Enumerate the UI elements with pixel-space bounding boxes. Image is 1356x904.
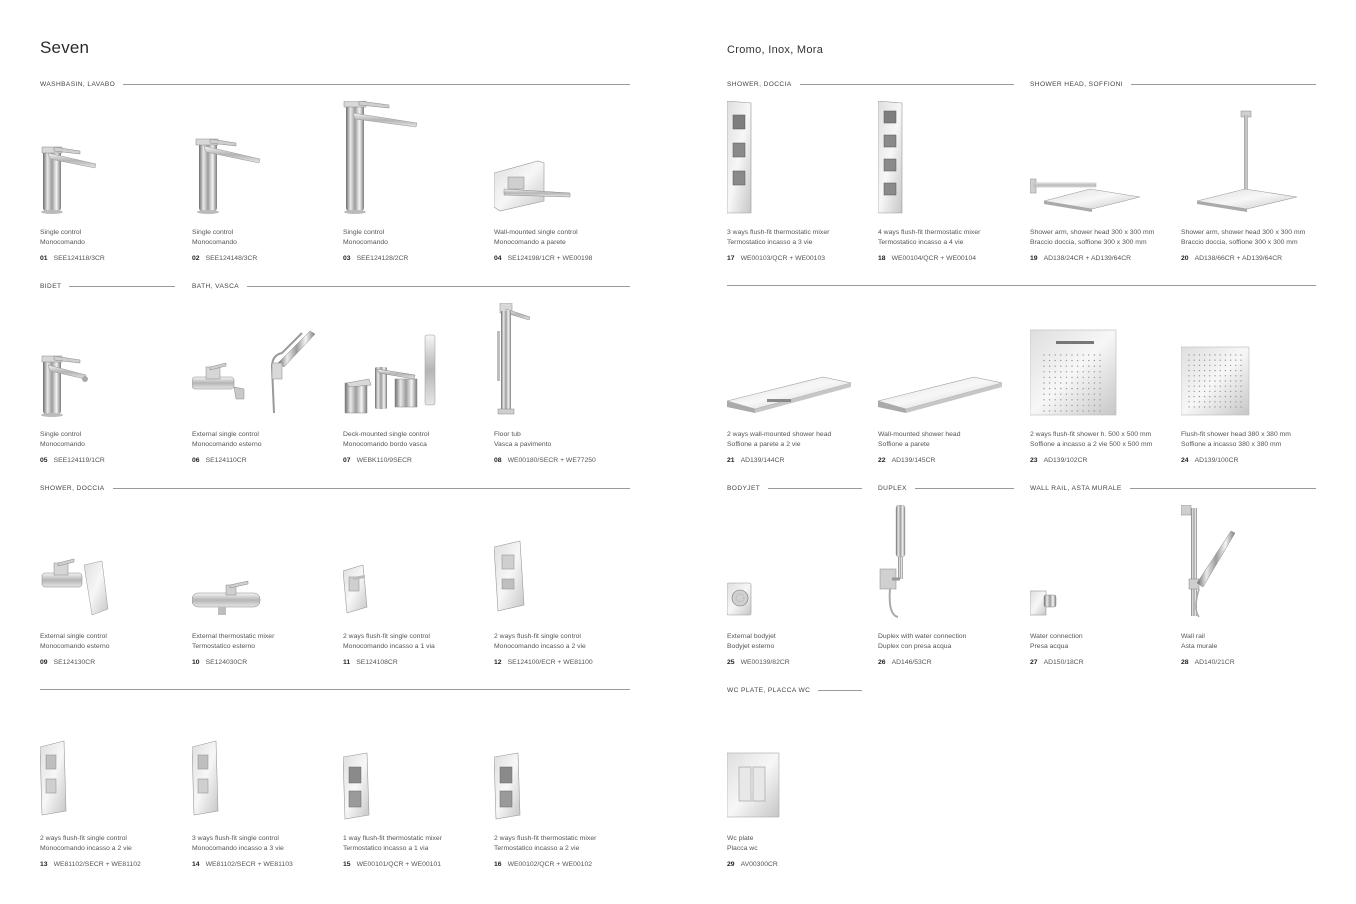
description-it: Termostatico incasso a 1 via — [343, 845, 429, 852]
bidet-mixer-icon — [40, 303, 180, 423]
item-code: SEE124119/1CR — [53, 457, 105, 464]
floor-tub-mixer-icon — [494, 303, 634, 423]
description-it: Monocomando esterno — [40, 643, 110, 650]
description-it: Termostatico incasso a 4 vie — [878, 239, 964, 246]
item-number: 19 — [1030, 255, 1038, 262]
section-shower-head-label: SHOWER HEAD, SOFFIONI — [1030, 80, 1124, 88]
section-wc-plate — [727, 685, 862, 695]
thermostatic-plate-icon — [494, 707, 634, 827]
product-item-17[interactable] — [727, 101, 867, 281]
section-shower-head — [1030, 79, 1316, 89]
item-number: 26 — [878, 659, 886, 666]
item-code: SE124198/1CR + WE00198 — [507, 255, 593, 262]
product-description — [40, 228, 85, 248]
item-code: WE00101/QCR + WE00101 — [356, 861, 441, 868]
item-number: 04 — [494, 255, 502, 262]
description-en: 2 ways flush-fit single control — [343, 633, 430, 640]
item-number: 20 — [1181, 255, 1189, 262]
product-description — [727, 228, 829, 248]
item-number: 16 — [494, 861, 502, 868]
description-it: Duplex con presa acqua — [878, 643, 952, 650]
section-shower-right — [727, 79, 1014, 89]
description-it: Bodyjet esterno — [727, 643, 775, 650]
product-description — [40, 430, 85, 450]
product-code — [1181, 457, 1238, 464]
product-code — [192, 457, 247, 464]
product-code — [727, 255, 825, 262]
description-en: External single control — [40, 633, 107, 640]
section-bodyjet-label: BODYJET — [727, 484, 761, 492]
product-code — [727, 861, 778, 868]
description-en: 2 ways flush-fit single control — [494, 633, 581, 640]
description-en: 2 ways flush-fit thermostatic mixer — [494, 835, 597, 842]
item-code: SEE124118/3CR — [53, 255, 105, 262]
item-number: 13 — [40, 861, 48, 868]
description-en: Flush-fit shower head 380 x 380 mm — [1181, 431, 1291, 438]
product-item-20[interactable] — [1181, 101, 1321, 281]
product-description — [727, 430, 831, 450]
item-code: AD139/145CR — [891, 457, 936, 464]
description-en: 3 ways flush-fit single control — [192, 835, 279, 842]
wall-mounted-mixer-icon — [494, 101, 634, 221]
description-it: Termostatico esterno — [192, 643, 256, 650]
product-item-27[interactable] — [1030, 505, 1170, 685]
section-rule — [818, 690, 862, 691]
product-description — [1181, 632, 1217, 652]
description-en: Duplex with water connection — [878, 633, 967, 640]
product-code — [343, 255, 408, 262]
product-item-14[interactable] — [192, 707, 332, 887]
product-description — [192, 228, 237, 248]
section-bodyjet — [727, 483, 862, 493]
product-item-11[interactable] — [343, 505, 483, 685]
product-code — [192, 861, 293, 868]
description-en: 2 ways flush-fit single control — [40, 835, 127, 842]
bodyjet-icon — [727, 505, 867, 625]
description-it: Braccio doccia, soffione 300 x 300 mm — [1030, 239, 1147, 246]
section-rule — [727, 285, 1316, 286]
item-number: 03 — [343, 255, 351, 262]
description-en: Single control — [192, 229, 234, 236]
description-en: External bodyjet — [727, 633, 776, 640]
thermostatic-4-way-icon — [878, 101, 1018, 221]
section-wc-plate-label: WC PLATE, PLACCA WC — [727, 686, 811, 694]
product-description — [878, 632, 966, 652]
description-en: Wc plate — [727, 835, 754, 842]
item-number: 22 — [878, 457, 886, 464]
section-bidet — [40, 281, 175, 291]
description-en: Shower arm, shower head 300 x 300 mm — [1181, 229, 1306, 236]
item-code: AD138/66CR + AD139/64CR — [1194, 255, 1283, 262]
item-number: 01 — [40, 255, 48, 262]
item-number: 06 — [192, 457, 200, 464]
product-item-02[interactable] — [192, 101, 332, 281]
description-en: Floor tub — [494, 431, 521, 438]
product-description — [727, 834, 758, 854]
item-code: AV00300CR — [740, 861, 778, 868]
product-description — [40, 632, 110, 652]
item-code: WEBK110/9SECR — [356, 457, 412, 464]
product-description — [343, 834, 442, 854]
product-description — [192, 430, 262, 450]
description-it: Termostatico incasso a 3 vie — [727, 239, 813, 246]
description-en: Water connection — [1030, 633, 1083, 640]
wall-rail-icon — [1181, 505, 1321, 625]
section-rule — [1131, 84, 1316, 85]
product-code — [494, 659, 593, 666]
page-title-left: Seven — [40, 38, 90, 57]
section-rule — [113, 488, 630, 489]
description-en: 4 ways flush-fit thermostatic mixer — [878, 229, 981, 236]
product-item-10[interactable] — [192, 505, 332, 685]
item-code: AD139/100CR — [1194, 457, 1239, 464]
product-description — [1030, 632, 1083, 652]
item-code: WE81102/SECR + WE81102 — [53, 861, 141, 868]
description-it: Soffione a incasso a 2 vie 500 x 500 mm — [1030, 441, 1153, 448]
square-shower-head-380-icon — [1181, 303, 1321, 423]
item-number: 14 — [192, 861, 200, 868]
section-rule — [40, 689, 630, 690]
item-number: 28 — [1181, 659, 1189, 666]
description-en: Single control — [40, 229, 82, 236]
description-it: Monocomando esterno — [192, 441, 262, 448]
bath-mixer-icon — [192, 303, 332, 423]
item-code: AD138/24CR + AD139/64CR — [1043, 255, 1132, 262]
section-wall-rail — [1030, 483, 1316, 493]
section-rule — [247, 286, 630, 287]
product-description — [343, 228, 388, 248]
description-en: Wall-mounted shower head — [878, 431, 961, 438]
description-it: Presa acqua — [1030, 643, 1069, 650]
item-code: SE124108CR — [356, 659, 398, 666]
item-number: 12 — [494, 659, 502, 666]
item-code: AD139/144CR — [740, 457, 785, 464]
product-item-04[interactable] — [494, 101, 634, 281]
product-code — [727, 659, 790, 666]
product-description — [192, 834, 284, 854]
description-en: External single control — [192, 431, 259, 438]
section-rule — [800, 84, 1014, 85]
product-description — [727, 632, 776, 652]
product-description — [878, 430, 961, 450]
product-code — [878, 255, 976, 262]
item-number: 08 — [494, 457, 502, 464]
item-number: 25 — [727, 659, 735, 666]
page-title-right: Cromo, Inox, Mora — [727, 44, 824, 56]
product-code — [727, 457, 784, 464]
product-code — [192, 659, 247, 666]
product-item-03[interactable] — [343, 101, 483, 281]
item-code: AD146/53CR — [891, 659, 932, 666]
description-it: Termostatico incasso a 2 vie — [494, 845, 580, 852]
item-number: 24 — [1181, 457, 1189, 464]
item-number: 27 — [1030, 659, 1038, 666]
item-code: WE00103/QCR + WE00103 — [740, 255, 825, 262]
item-number: 17 — [727, 255, 735, 262]
description-en: Single control — [40, 431, 82, 438]
basin-mixer-medium-icon — [192, 101, 332, 221]
item-code: AD150/18CR — [1043, 659, 1084, 666]
description-en: 2 ways wall-mounted shower head — [727, 431, 832, 438]
product-item-28[interactable] — [1181, 505, 1321, 685]
product-item-05[interactable] — [40, 303, 180, 483]
product-code — [343, 861, 441, 868]
product-item-07[interactable] — [343, 303, 483, 483]
product-code — [878, 659, 932, 666]
wall-shower-panel-2-way-icon — [727, 303, 867, 423]
product-description — [494, 430, 551, 450]
product-item-01[interactable] — [40, 101, 180, 281]
product-item-18[interactable] — [878, 101, 1018, 281]
product-description — [343, 430, 429, 450]
product-description — [878, 228, 980, 248]
product-item-06[interactable] — [192, 303, 332, 483]
item-code: SE124100/ECR + WE81100 — [507, 659, 593, 666]
description-it: Monocomando incasso a 1 via — [343, 643, 435, 650]
basin-mixer-tall-icon — [343, 101, 483, 221]
wall-shower-head-icon — [1030, 101, 1170, 221]
description-en: Deck-mounted single control — [343, 431, 430, 438]
item-code: SE124110CR — [205, 457, 247, 464]
product-item-26[interactable] — [878, 505, 1018, 685]
section-bath — [192, 281, 630, 291]
item-code: SEE124128/2CR — [356, 255, 409, 262]
item-number: 23 — [1030, 457, 1038, 464]
square-shower-head-500-icon — [1030, 303, 1170, 423]
section-rule — [69, 286, 175, 287]
product-code — [494, 457, 596, 464]
description-it: Monocomando incasso a 2 vie — [494, 643, 586, 650]
product-code — [1030, 457, 1087, 464]
flush-fit-plate-icon — [192, 707, 332, 827]
item-code: WE00180/SECR + WE77250 — [507, 457, 596, 464]
product-code — [878, 457, 935, 464]
product-code — [192, 255, 257, 262]
section-washbasin — [40, 79, 630, 89]
product-item-23[interactable] — [1030, 303, 1170, 483]
section-rule — [768, 488, 862, 489]
item-code: WE81102/SECR + WE81103 — [205, 861, 293, 868]
product-description — [343, 632, 435, 652]
item-code: WE00102/QCR + WE00102 — [507, 861, 592, 868]
item-code: WE00104/QCR + WE00104 — [891, 255, 976, 262]
description-it: Monocomando incasso a 2 vie — [40, 845, 132, 852]
description-en: Shower arm, shower head 300 x 300 mm — [1030, 229, 1155, 236]
external-shower-mixer-icon — [40, 505, 180, 625]
thermostatic-3-way-icon — [727, 101, 867, 221]
item-code: SEE124148/3CR — [205, 255, 258, 262]
flush-fit-plate-icon — [40, 707, 180, 827]
description-it: Asta murale — [1181, 643, 1218, 650]
product-code — [1181, 659, 1235, 666]
description-en: Single control — [343, 229, 385, 236]
thermostatic-bar-mixer-icon — [192, 505, 332, 625]
product-item-15[interactable] — [343, 707, 483, 887]
product-description — [192, 632, 274, 652]
product-description — [40, 834, 132, 854]
item-number: 07 — [343, 457, 351, 464]
product-item-09[interactable] — [40, 505, 180, 685]
description-it: Soffione a incasso 380 x 380 mm — [1181, 441, 1282, 448]
product-description — [494, 632, 586, 652]
water-connection-icon — [1030, 505, 1170, 625]
item-code: SE124130CR — [53, 659, 96, 666]
product-item-19[interactable] — [1030, 101, 1170, 281]
description-it: Soffione a parete a 2 vie — [727, 441, 801, 448]
section-bidet-label: BIDET — [40, 282, 62, 290]
item-code: SE124030CR — [205, 659, 248, 666]
description-it: Monocomando — [40, 441, 85, 448]
product-item-22[interactable] — [878, 303, 1018, 483]
description-en: Wall-mounted single control — [494, 229, 578, 236]
item-code: AD139/102CR — [1043, 457, 1088, 464]
item-number: 21 — [727, 457, 735, 464]
product-description — [1181, 228, 1305, 248]
product-code — [1181, 255, 1282, 262]
item-number: 11 — [343, 659, 351, 666]
section-washbasin-label: WASHBASIN, LAVABO — [40, 80, 116, 88]
section-shower-right-label: SHOWER, DOCCIA — [727, 80, 792, 88]
section-rule — [915, 488, 1014, 489]
item-code: WE00139/82CR — [740, 659, 790, 666]
section-wall-rail-label: WALL RAIL, ASTA MURALE — [1030, 484, 1122, 492]
ceiling-shower-head-icon — [1181, 101, 1321, 221]
product-code — [494, 255, 592, 262]
wall-shower-panel-icon — [878, 303, 1018, 423]
section-shower-left-label: SHOWER, DOCCIA — [40, 484, 105, 492]
item-number: 09 — [40, 659, 48, 666]
product-item-08[interactable] — [494, 303, 634, 483]
duplex-hand-shower-icon — [878, 505, 1018, 625]
description-en: 1 way flush-fit thermostatic mixer — [343, 835, 442, 842]
item-number: 10 — [192, 659, 200, 666]
description-en: 2 ways flush-fit shower h. 500 x 500 mm — [1030, 431, 1152, 438]
description-it: Monocomando — [40, 239, 85, 246]
flush-fit-2-way-icon — [494, 505, 634, 625]
product-code — [494, 861, 592, 868]
product-description — [1030, 430, 1152, 450]
product-item-13[interactable] — [40, 707, 180, 887]
product-item-25[interactable] — [727, 505, 867, 685]
product-code — [40, 861, 141, 868]
wc-plate-icon — [727, 707, 867, 827]
item-number: 29 — [727, 861, 735, 868]
item-number: 05 — [40, 457, 48, 464]
product-code — [40, 659, 95, 666]
description-en: 3 ways flush-fit thermostatic mixer — [727, 229, 830, 236]
description-it: Braccio doccia, soffione 300 x 300 mm — [1181, 239, 1298, 246]
product-item-21[interactable] — [727, 303, 867, 483]
description-it: Vasca a pavimento — [494, 441, 552, 448]
section-rule — [123, 84, 630, 85]
product-item-24[interactable] — [1181, 303, 1321, 483]
section-rule — [1130, 488, 1316, 489]
product-description — [494, 228, 578, 248]
item-number: 15 — [343, 861, 351, 868]
section-shower-left — [40, 483, 630, 493]
description-it: Monocomando — [192, 239, 237, 246]
description-it: Monocomando — [343, 239, 388, 246]
description-it: Soffione a parete — [878, 441, 930, 448]
item-code: AD140/21CR — [1194, 659, 1235, 666]
description-it: Monocomando incasso a 3 vie — [192, 845, 284, 852]
section-bath-label: BATH, VASCA — [192, 282, 240, 290]
basin-mixer-icon — [40, 101, 180, 221]
description-it: Monocomando bordo vasca — [343, 441, 427, 448]
description-it: Placca wc — [727, 845, 758, 852]
product-item-12[interactable] — [494, 505, 634, 685]
product-code — [1030, 255, 1131, 262]
description-it: Monocomando a parete — [494, 239, 566, 246]
flush-fit-1-way-icon — [343, 505, 483, 625]
product-code — [40, 457, 105, 464]
item-number: 18 — [878, 255, 886, 262]
deck-mounted-mixer-icon — [343, 303, 483, 423]
product-item-16[interactable] — [494, 707, 634, 887]
description-en: External thermostatic mixer — [192, 633, 275, 640]
product-code — [40, 255, 105, 262]
product-code — [343, 659, 398, 666]
section-duplex-label: DUPLEX — [878, 484, 907, 492]
product-code — [343, 457, 412, 464]
section-duplex — [878, 483, 1014, 493]
thermostatic-plate-icon — [343, 707, 483, 827]
product-code — [1030, 659, 1084, 666]
product-description — [1181, 430, 1291, 450]
item-number: 02 — [192, 255, 200, 262]
product-description — [494, 834, 596, 854]
product-description — [1030, 228, 1154, 248]
description-en: Wall rail — [1181, 633, 1205, 640]
product-item-29[interactable] — [727, 707, 867, 887]
